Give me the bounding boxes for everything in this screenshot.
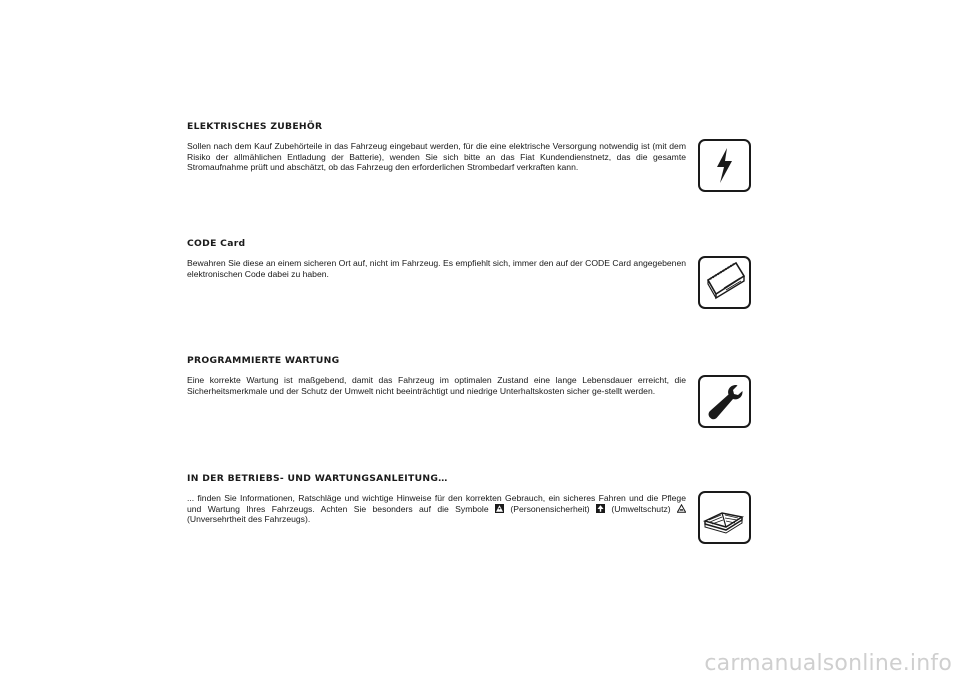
text-part: (Umweltschutz): [611, 503, 671, 514]
wrench-icon: [698, 375, 751, 428]
text-part: ... finden Sie Informationen, Ratschläge und wichtige Hinweise für den korrekten Gebrauch, ein sicheres Fahren und die Pflege und Wartung Ihres Fahrzeugs. Achten Sie besonders auf die Symbole: [187, 493, 686, 514]
section-betriebsanleitung: [187, 473, 686, 525]
section-elektrisches-zubehoer: [187, 121, 686, 173]
text-part: (Personensicherheit): [510, 503, 590, 514]
person-safety-icon: [495, 504, 504, 513]
code-card-icon: [698, 256, 751, 309]
section-text: Sollen nach dem Kauf Zubehörteile in das Fahrzeug eingebaut werden, für die eine elektrische Versorgung notwendig ist (mit dem Risiko der allmählichen Entladung der Batterie), wenden Sie sich bitte an das Fiat Kundendienstnetz, das die gesamte Stromaufnahme prüft und abschätzt, ob das Fahrzeug den erforderlichen Strombedarf verkraften kann.: [187, 141, 686, 173]
section-heading: IN DER BETRIEBS- UND WARTUNGSANLEITUNG…: [187, 473, 448, 484]
environment-icon: [596, 504, 605, 513]
section-heading: ELEKTRISCHES ZUBEHÖR: [187, 121, 323, 132]
section-code-card: [187, 238, 686, 279]
section-text: Eine korrekte Wartung ist maßgebend, damit das Fahrzeug im optimalen Zustand eine lange Lebensdauer erreicht, die Sicherheitsmerkmale und der Schutz der Umwelt nicht beeinträchtigt und niedrige Unterhaltskosten sicher ge-stellt werden.: [187, 375, 686, 396]
section-text: Bewahren Sie diese an einem sicheren Ort auf, nicht im Fahrzeug. Es empfiehlt sich, immer den auf der CODE Card angegebenen elektronischen Code dabei zu haben.: [187, 258, 686, 279]
open-book-icon: [698, 491, 751, 544]
text-part: (Unversehrtheit des Fahrzeugs).: [187, 514, 311, 525]
section-heading: CODE Card: [187, 238, 246, 249]
vehicle-integrity-icon: [677, 504, 686, 513]
watermark: carmanualsonline.info: [704, 651, 952, 676]
section-text: [187, 493, 686, 525]
section-programmierte-wartung: [187, 355, 686, 396]
lightning-icon: [698, 139, 751, 192]
section-heading: PROGRAMMIERTE WARTUNG: [187, 355, 340, 366]
